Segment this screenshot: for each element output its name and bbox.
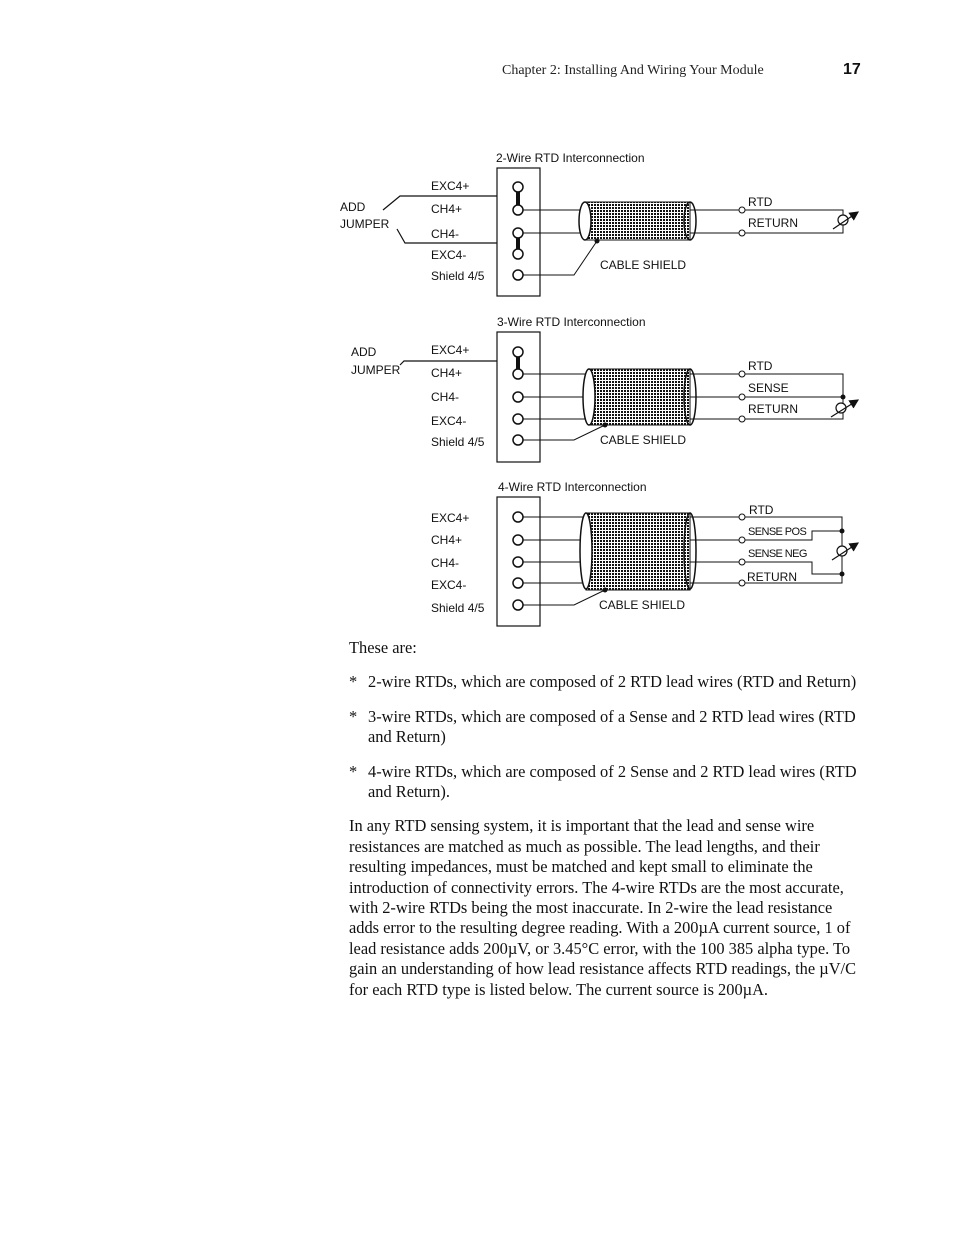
cable-shield-braid <box>589 369 690 425</box>
terminal-label: EXC4- <box>431 414 467 428</box>
terminal-screw <box>513 392 523 402</box>
list-item <box>349 707 861 748</box>
terminal-label: Shield 4/5 <box>431 269 485 283</box>
terminal-label: EXC4+ <box>431 179 470 193</box>
list-item <box>349 672 861 692</box>
terminal-label: CH4- <box>431 390 460 404</box>
terminal-screw <box>513 347 523 357</box>
terminal-screw <box>513 600 523 610</box>
terminal-label: CH4- <box>431 227 460 241</box>
page-number: 17 <box>843 61 861 78</box>
jumper-label-line1: ADD <box>340 200 366 214</box>
terminal-screw <box>513 205 523 215</box>
rtd-sensor-icon <box>833 212 858 229</box>
terminal-label: CH4- <box>431 556 460 570</box>
cable-shield-label: CABLE SHIELD <box>599 598 686 612</box>
intro-text: These are: <box>349 638 417 657</box>
terminal-screw <box>513 228 523 238</box>
terminal-screw <box>513 535 523 545</box>
terminal-screw <box>513 414 523 424</box>
list-item-text: 3-wire RTDs, which are composed of a Sense and 2 RTD lead wires (RTD and Return) <box>368 706 856 747</box>
lead-label: RTD <box>749 503 774 517</box>
lead-label: RETURN <box>748 216 798 230</box>
terminal-label: CH4+ <box>431 202 463 216</box>
list-item-text: 2-wire RTDs, which are composed of 2 RTD lead wires (RTD and Return) <box>368 672 857 692</box>
cable-shield-braid <box>585 202 690 240</box>
lead-label: SENSE POS <box>748 526 807 538</box>
terminal-label: Shield 4/5 <box>431 435 485 449</box>
cable-shield-label: CABLE SHIELD <box>600 258 687 272</box>
terminal-screw <box>513 369 523 379</box>
diagram-2-wire <box>340 151 858 296</box>
terminal-label: CH4+ <box>431 366 463 380</box>
lead-label: RETURN <box>747 570 797 584</box>
terminal-label: CH4+ <box>431 533 463 547</box>
rtd-sensor-icon <box>832 543 858 560</box>
terminal-screw <box>513 249 523 259</box>
terminal-screw <box>513 578 523 588</box>
terminal-label: EXC4+ <box>431 511 470 525</box>
diagram-title: 2-Wire RTD Interconnection <box>496 151 645 165</box>
rtd-sensor-icon <box>831 400 858 417</box>
lead-label: RETURN <box>748 402 798 416</box>
bullet-mark: * <box>349 672 358 692</box>
terminal-screw <box>513 182 523 192</box>
lead-label: RTD <box>748 195 773 209</box>
lead-label: SENSE NEG <box>748 548 807 560</box>
jumper-label-line1: ADD <box>351 345 377 359</box>
terminal-label: EXC4- <box>431 248 467 262</box>
terminal-screw <box>513 435 523 445</box>
terminal-screw <box>513 557 523 567</box>
bullet-mark: * <box>349 706 358 726</box>
list-item-text: 4-wire RTDs, which are composed of 2 Sense and 2 RTD lead wires (RTD and Return). <box>368 761 857 802</box>
terminal-label: Shield 4/5 <box>431 601 485 615</box>
body-text <box>349 638 861 1000</box>
diagram-title: 3-Wire RTD Interconnection <box>497 315 646 329</box>
lead-label: SENSE <box>748 381 789 395</box>
terminal-label: EXC4- <box>431 578 467 592</box>
body-paragraph: In any RTD sensing system, it is important that the lead and sense wire resistances are matched as much as possible. The lead lengths, and their resulting impedances, must be matched and kept small to eliminate the introduction of connectivity errors. The 4-wire RTDs are the most accurate, with 2-wire RTDs being the most inaccurate. In 2-wire the lead resistance adds error to the resulting degree reading. With a 200µA current source, 1 of lead resistance adds 200µV, or 3.45°C error, with the 100 385 alpha type. To gain an understanding of how lead resistance affects RTD readings, the µV/C for each RTD type is listed below. The current source is 200µA. <box>349 816 857 999</box>
terminal-label: EXC4+ <box>431 343 470 357</box>
cable-shield-label: CABLE SHIELD <box>600 433 687 447</box>
diagram-4-wire <box>431 480 858 626</box>
list-item <box>349 762 861 803</box>
diagram-title: 4-Wire RTD Interconnection <box>498 480 647 494</box>
diagram-3-wire <box>351 315 858 462</box>
lead-label: RTD <box>748 359 773 373</box>
running-head: Chapter 2: Installing And Wiring Your Module <box>502 63 764 78</box>
bullet-mark: * <box>349 761 358 781</box>
cable-shield-braid <box>586 513 690 590</box>
terminal-screw <box>513 512 523 522</box>
terminal-screw <box>513 270 523 280</box>
jumper-label-line2: JUMPER <box>340 217 390 231</box>
jumper-label-line2: JUMPER <box>351 363 401 377</box>
